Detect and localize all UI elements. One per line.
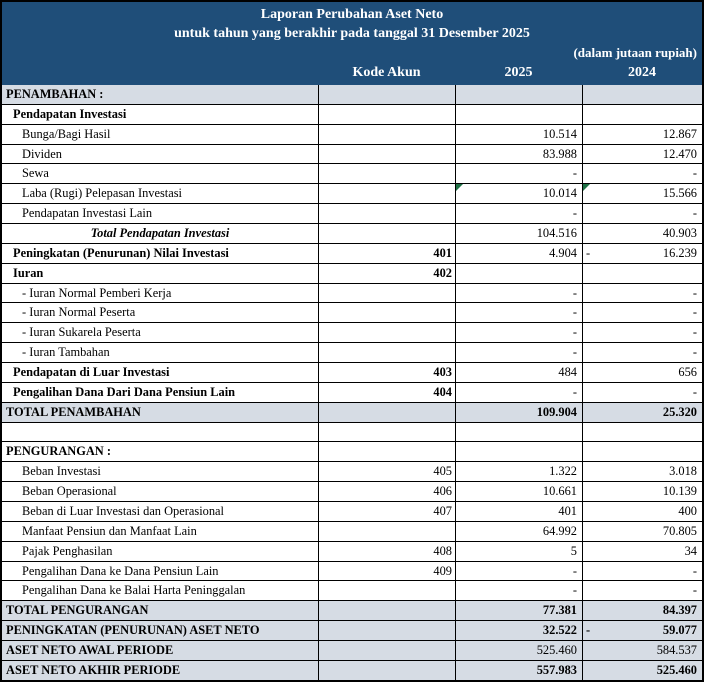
value-2024-cell bbox=[582, 85, 702, 104]
row-label-cell bbox=[2, 303, 318, 322]
row-label-cell bbox=[2, 164, 318, 183]
table-row bbox=[2, 522, 702, 542]
row-label: - Iuran Normal Peserta bbox=[22, 305, 136, 320]
report-title: Laporan Perubahan Aset Neto bbox=[260, 7, 444, 22]
value-2025-cell bbox=[455, 522, 582, 541]
kode-akun-cell bbox=[318, 482, 455, 501]
value-2025-cell bbox=[455, 542, 582, 561]
table-row bbox=[2, 502, 702, 522]
row-label: Total Pendapatan Investasi bbox=[90, 225, 230, 240]
kode-akun-value: 409 bbox=[433, 563, 452, 578]
value-2024: 40.903 bbox=[662, 225, 697, 240]
kode-akun-value: 402 bbox=[433, 265, 452, 280]
value-2024-cell bbox=[582, 164, 702, 183]
value-2024-cell bbox=[582, 641, 702, 660]
kode-akun-cell bbox=[318, 581, 455, 600]
value-2024-cell bbox=[582, 224, 702, 243]
value-2025-cell bbox=[455, 184, 582, 203]
value-2025-cell bbox=[455, 462, 582, 481]
table-row bbox=[2, 661, 702, 680]
value-2024-cell bbox=[582, 244, 702, 263]
value-2025-cell bbox=[455, 661, 582, 680]
flag-triangle-icon bbox=[583, 184, 590, 191]
value-2025-cell bbox=[455, 85, 582, 104]
kode-akun-cell bbox=[318, 105, 455, 124]
row-label: Iuran bbox=[13, 265, 44, 280]
row-label: Pengalihan Dana ke Balai Harta Peninggalan bbox=[22, 583, 246, 598]
value-2024: - bbox=[692, 305, 697, 320]
kode-akun-cell bbox=[318, 442, 455, 461]
row-label: ASET NETO AKHIR PERIODE bbox=[6, 662, 181, 677]
value-2024-cell bbox=[582, 562, 702, 581]
row-label-cell bbox=[2, 522, 318, 541]
value-2025-cell bbox=[455, 502, 582, 521]
row-label-cell bbox=[2, 244, 318, 263]
kode-akun-cell bbox=[318, 601, 455, 620]
row-label: PENAMBAHAN : bbox=[6, 86, 104, 101]
value-2024-cell bbox=[582, 423, 702, 442]
kode-akun-cell bbox=[318, 562, 455, 581]
table-row bbox=[2, 244, 702, 264]
kode-akun-cell bbox=[318, 641, 455, 660]
row-label-cell bbox=[2, 601, 318, 620]
kode-akun-cell bbox=[318, 244, 455, 263]
value-2024-cell bbox=[582, 125, 702, 144]
value-2024-cell bbox=[582, 462, 702, 481]
value-2025: - bbox=[572, 345, 577, 360]
kode-akun-cell bbox=[318, 184, 455, 203]
value-2025: - bbox=[572, 384, 577, 399]
value-2024-cell bbox=[582, 184, 702, 203]
value-2024-cell bbox=[582, 621, 702, 640]
value-2024: 84.397 bbox=[662, 603, 697, 618]
row-label-cell bbox=[2, 264, 318, 283]
value-2024: - bbox=[692, 583, 697, 598]
value-2025-cell bbox=[455, 641, 582, 660]
row-label: Peningkatan (Penurunan) Nilai Investasi bbox=[13, 245, 229, 260]
value-2025-cell bbox=[455, 323, 582, 342]
value-2024: 584.537 bbox=[656, 642, 697, 657]
value-2025-cell bbox=[455, 581, 582, 600]
value-2024-cell bbox=[582, 522, 702, 541]
row-label: Pendapatan di Luar Investasi bbox=[13, 364, 170, 379]
row-label: - Iuran Tambahan bbox=[22, 345, 110, 360]
kode-akun-cell bbox=[318, 164, 455, 183]
value-2025: 525.460 bbox=[536, 642, 577, 657]
kode-akun-value: 403 bbox=[433, 364, 452, 379]
value-2025-cell bbox=[455, 125, 582, 144]
row-label-cell bbox=[2, 442, 318, 461]
table-row bbox=[2, 303, 702, 323]
value-2025-cell bbox=[455, 303, 582, 322]
value-2025: 104.516 bbox=[536, 225, 577, 240]
table-row bbox=[2, 601, 702, 621]
kode-akun-cell bbox=[318, 284, 455, 303]
value-2025-cell bbox=[455, 164, 582, 183]
value-2024: - bbox=[692, 345, 697, 360]
kode-akun-cell bbox=[318, 383, 455, 402]
value-2024-cell bbox=[582, 363, 702, 382]
value-2024-cell bbox=[582, 442, 702, 461]
table-row bbox=[2, 641, 702, 661]
kode-akun-value: 408 bbox=[433, 543, 452, 558]
table-row bbox=[2, 264, 702, 284]
row-label-cell bbox=[2, 224, 318, 243]
row-label: TOTAL PENGURANGAN bbox=[6, 603, 149, 618]
row-label: Laba (Rugi) Pelepasan Investasi bbox=[22, 186, 182, 201]
report-header bbox=[2, 2, 702, 85]
kode-akun-cell bbox=[318, 542, 455, 561]
row-label-cell bbox=[2, 562, 318, 581]
value-2025-cell bbox=[455, 363, 582, 382]
kode-akun-cell bbox=[318, 85, 455, 104]
table-row bbox=[2, 383, 702, 403]
value-2025: 484 bbox=[558, 364, 577, 379]
table-row bbox=[2, 562, 702, 582]
row-label: Pendapatan Investasi Lain bbox=[22, 206, 153, 221]
table-row bbox=[2, 403, 702, 423]
kode-akun-cell bbox=[318, 264, 455, 283]
value-2025: 10.014 bbox=[542, 186, 577, 201]
value-2025: 77.381 bbox=[542, 603, 577, 618]
kode-akun-cell bbox=[318, 423, 455, 442]
value-2024: 25.320 bbox=[662, 404, 697, 419]
table-row bbox=[2, 542, 702, 562]
kode-akun-cell bbox=[318, 303, 455, 322]
row-label: Beban di Luar Investasi dan Operasional bbox=[22, 503, 224, 518]
value-2024: 12.867 bbox=[662, 126, 697, 141]
value-2024-cell bbox=[582, 542, 702, 561]
value-2025-cell bbox=[455, 562, 582, 581]
value-2024: 34 bbox=[684, 543, 697, 558]
row-label: Manfaat Pensiun dan Manfaat Lain bbox=[22, 523, 197, 538]
row-label-cell bbox=[2, 323, 318, 342]
value-2024-cell bbox=[582, 105, 702, 124]
value-2025-cell bbox=[455, 264, 582, 283]
value-2025: 557.983 bbox=[536, 662, 577, 677]
kode-akun-cell bbox=[318, 403, 455, 422]
value-2024: - bbox=[692, 285, 697, 300]
value-2024: - bbox=[692, 384, 697, 399]
kode-akun-cell bbox=[318, 363, 455, 382]
row-label-cell bbox=[2, 581, 318, 600]
value-2025: 109.904 bbox=[536, 404, 577, 419]
value-2024: 15.566 bbox=[662, 186, 697, 201]
kode-akun-value: 406 bbox=[433, 484, 452, 499]
value-2024: 10.139 bbox=[662, 484, 697, 499]
value-2024-cell bbox=[582, 581, 702, 600]
table-row bbox=[2, 581, 702, 601]
kode-akun-cell bbox=[318, 125, 455, 144]
row-label: PENGURANGAN : bbox=[6, 444, 111, 459]
value-2024-cell bbox=[582, 303, 702, 322]
row-label: - Iuran Normal Pemberi Kerja bbox=[22, 285, 172, 300]
table-row bbox=[2, 204, 702, 224]
value-2024: 12.470 bbox=[662, 146, 697, 161]
minus-sign: - bbox=[586, 623, 591, 638]
kode-akun-cell bbox=[318, 224, 455, 243]
value-2025: 64.992 bbox=[542, 523, 577, 538]
col-header-2024: 2024 bbox=[628, 65, 656, 80]
value-2024: 525.460 bbox=[656, 662, 697, 677]
table-body bbox=[2, 85, 702, 680]
value-2024-cell bbox=[582, 482, 702, 501]
value-2024: 16.239 bbox=[662, 245, 697, 260]
value-2024-cell bbox=[582, 601, 702, 620]
value-2024: - bbox=[692, 325, 697, 340]
value-2024-cell bbox=[582, 343, 702, 362]
table-row bbox=[2, 85, 702, 105]
minus-sign: - bbox=[586, 245, 591, 260]
row-label: Pajak Penghasilan bbox=[22, 543, 113, 558]
value-2025: - bbox=[572, 563, 577, 578]
table-row bbox=[2, 423, 702, 443]
row-label-cell bbox=[2, 105, 318, 124]
value-2025-cell bbox=[455, 601, 582, 620]
kode-akun-cell bbox=[318, 204, 455, 223]
row-label-cell bbox=[2, 363, 318, 382]
value-2024: 3.018 bbox=[669, 464, 697, 479]
row-label-cell bbox=[2, 423, 318, 442]
value-2025-cell bbox=[455, 423, 582, 442]
value-2025-cell bbox=[455, 244, 582, 263]
value-2025: 401 bbox=[558, 503, 577, 518]
table-row bbox=[2, 442, 702, 462]
value-2025: - bbox=[572, 206, 577, 221]
row-label: Pendapatan Investasi bbox=[13, 106, 127, 121]
row-label-cell bbox=[2, 343, 318, 362]
table-row bbox=[2, 462, 702, 482]
value-2025: 4.904 bbox=[549, 245, 577, 260]
col-header-kode-akun: Kode Akun bbox=[352, 65, 421, 80]
row-label-cell bbox=[2, 403, 318, 422]
value-2025: - bbox=[572, 583, 577, 598]
value-2025: 1.322 bbox=[549, 464, 577, 479]
table-row bbox=[2, 482, 702, 502]
unit-note: (dalam jutaan rupiah) bbox=[573, 45, 697, 60]
row-label: Beban Investasi bbox=[22, 464, 101, 479]
value-2025-cell bbox=[455, 105, 582, 124]
value-2025: - bbox=[572, 166, 577, 181]
table-row bbox=[2, 184, 702, 204]
kode-akun-cell bbox=[318, 621, 455, 640]
kode-akun-cell bbox=[318, 502, 455, 521]
table-row bbox=[2, 363, 702, 383]
value-2024: 656 bbox=[678, 364, 697, 379]
row-label-cell bbox=[2, 85, 318, 104]
row-label-cell bbox=[2, 462, 318, 481]
column-header-row bbox=[2, 61, 702, 85]
row-label: - Iuran Sukarela Peserta bbox=[22, 325, 141, 340]
value-2025-cell bbox=[455, 442, 582, 461]
report-subtitle: untuk tahun yang berakhir pada tanggal 31 Desember 2025 bbox=[174, 26, 530, 41]
value-2024-cell bbox=[582, 145, 702, 164]
value-2025-cell bbox=[455, 204, 582, 223]
value-2024-cell bbox=[582, 502, 702, 521]
row-label-cell bbox=[2, 502, 318, 521]
row-label-cell bbox=[2, 482, 318, 501]
table-row bbox=[2, 145, 702, 165]
row-label: PENINGKATAN (PENURUNAN) ASET NETO bbox=[6, 623, 260, 638]
kode-akun-cell bbox=[318, 343, 455, 362]
kode-akun-cell bbox=[318, 323, 455, 342]
value-2024: - bbox=[692, 166, 697, 181]
value-2025-cell bbox=[455, 383, 582, 402]
value-2024: 70.805 bbox=[662, 523, 697, 538]
row-label-cell bbox=[2, 284, 318, 303]
value-2025: 10.661 bbox=[542, 484, 577, 499]
col-header-2025: 2025 bbox=[504, 65, 533, 80]
value-2025: 10.514 bbox=[542, 126, 577, 141]
value-2024-cell bbox=[582, 323, 702, 342]
kode-akun-value: 407 bbox=[433, 503, 452, 518]
row-label: Dividen bbox=[22, 146, 62, 161]
value-2025: - bbox=[572, 325, 577, 340]
value-2025-cell bbox=[455, 482, 582, 501]
row-label-cell bbox=[2, 621, 318, 640]
row-label: Beban Operasional bbox=[22, 484, 117, 499]
table-row bbox=[2, 125, 702, 145]
value-2024: - bbox=[692, 206, 697, 221]
kode-akun-value: 405 bbox=[433, 464, 452, 479]
value-2025-cell bbox=[455, 343, 582, 362]
value-2025: 83.988 bbox=[542, 146, 577, 161]
kode-akun-cell bbox=[318, 661, 455, 680]
value-2025-cell bbox=[455, 621, 582, 640]
value-2024-cell bbox=[582, 383, 702, 402]
value-2024: 59.077 bbox=[662, 623, 697, 638]
kode-akun-value: 404 bbox=[433, 384, 452, 399]
value-2025-cell bbox=[455, 224, 582, 243]
row-label: TOTAL PENAMBAHAN bbox=[6, 404, 141, 419]
table-row bbox=[2, 224, 702, 244]
value-2024-cell bbox=[582, 661, 702, 680]
row-label-cell bbox=[2, 661, 318, 680]
table-row bbox=[2, 105, 702, 125]
row-label: Bunga/Bagi Hasil bbox=[22, 126, 111, 141]
row-label-cell bbox=[2, 145, 318, 164]
row-label-cell bbox=[2, 204, 318, 223]
value-2025: - bbox=[572, 285, 577, 300]
flag-triangle-icon bbox=[456, 184, 463, 191]
kode-akun-value: 401 bbox=[433, 245, 452, 260]
value-2024-cell bbox=[582, 264, 702, 283]
row-label-cell bbox=[2, 383, 318, 402]
row-label: ASET NETO AWAL PERIODE bbox=[6, 642, 174, 657]
table-row bbox=[2, 621, 702, 641]
row-label: Pengalihan Dana Dari Dana Pensiun Lain bbox=[13, 384, 236, 399]
value-2025-cell bbox=[455, 145, 582, 164]
row-label-cell bbox=[2, 542, 318, 561]
row-label: Sewa bbox=[22, 166, 49, 181]
table-row bbox=[2, 164, 702, 184]
row-label-cell bbox=[2, 125, 318, 144]
table-row bbox=[2, 323, 702, 343]
value-2024: - bbox=[692, 563, 697, 578]
value-2024-cell bbox=[582, 204, 702, 223]
table-row bbox=[2, 343, 702, 363]
value-2024-cell bbox=[582, 403, 702, 422]
value-2025-cell bbox=[455, 284, 582, 303]
value-2025: - bbox=[572, 305, 577, 320]
value-2025: 32.522 bbox=[542, 623, 577, 638]
value-2024-cell bbox=[582, 284, 702, 303]
kode-akun-cell bbox=[318, 522, 455, 541]
value-2024: 400 bbox=[678, 503, 697, 518]
table-row bbox=[2, 284, 702, 304]
value-2025-cell bbox=[455, 403, 582, 422]
kode-akun-cell bbox=[318, 462, 455, 481]
value-2025: 5 bbox=[570, 543, 577, 558]
row-label-cell bbox=[2, 184, 318, 203]
row-label: Pengalihan Dana ke Dana Pensiun Lain bbox=[22, 563, 219, 578]
kode-akun-cell bbox=[318, 145, 455, 164]
row-label-cell bbox=[2, 641, 318, 660]
